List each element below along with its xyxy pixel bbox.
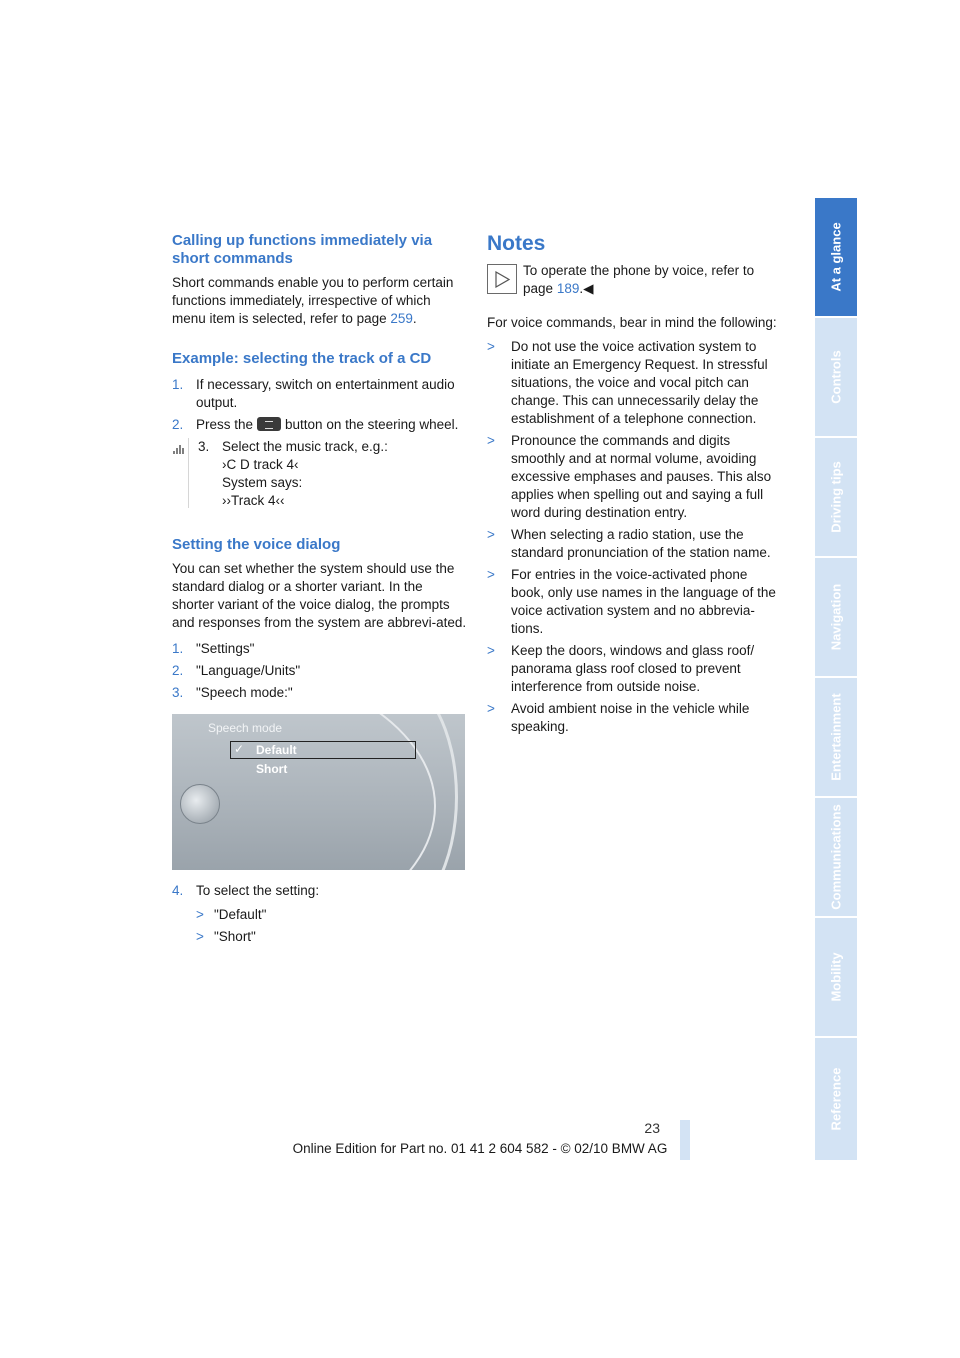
note-icon xyxy=(487,264,517,294)
dialog-step-2: 2. "Language/Units" xyxy=(172,663,301,678)
step-4: 4. To select the setting: xyxy=(172,883,320,898)
voice-button-icon xyxy=(257,417,281,431)
dialog-step-3: 3. "Speech mode:" xyxy=(172,685,293,700)
footer-text: Online Edition for Part no. 01 41 2 604 582 - © 02/10 BMW AG xyxy=(292,1141,668,1156)
page-link-259[interactable]: 259 xyxy=(390,311,413,326)
heading-example-cd: Example: selecting the track of a CD xyxy=(172,350,432,367)
screen-title: Speech mode xyxy=(208,721,283,735)
step-2: 2. Press the button on the steering wheel. xyxy=(172,417,459,432)
tab-mobility[interactable]: Mobility xyxy=(815,918,857,1036)
step-1: 1. If necessary, switch on entertainment audio output. xyxy=(172,377,455,410)
tab-navigation[interactable]: Navigation xyxy=(815,558,857,676)
note-bullet-2: > Pronounce the commands and digits smoothly and at normal volume, avoiding excessive emphases and pauses. This also applies when spelling out and saying a full word during destination entry. xyxy=(487,433,772,520)
left-column xyxy=(172,232,467,946)
tab-driving-tips[interactable]: Driving tips xyxy=(815,438,857,556)
check-icon: ✓ xyxy=(234,742,245,756)
note-bullet-4: > For entries in the voice-activated phone book, only use names in the language of the voice activation system and no abbrevia-tions. xyxy=(487,567,776,636)
chapter-sidebar xyxy=(815,198,857,1160)
option-short[interactable]: Short xyxy=(256,762,288,776)
page-link-189[interactable]: 189 xyxy=(556,281,580,296)
option-default[interactable]: Default xyxy=(256,743,297,757)
heading-notes: Notes xyxy=(487,232,546,255)
tab-controls[interactable]: Controls xyxy=(815,318,857,436)
speech-mode-screen xyxy=(172,714,465,870)
paragraph-voice-dialog: You can set whether the system should use the standard dialog or a shorter variant. In the shorter variant of the voice dialog, the prompts and responses from the system are abbrevi-ated. xyxy=(172,561,467,630)
right-column xyxy=(487,232,782,736)
tab-at-a-glance[interactable]: At a glance xyxy=(815,198,857,316)
command-text: ›C D track 4‹ xyxy=(222,457,299,472)
note-block: To operate the phone by voice, refer to page 189.◀ xyxy=(487,262,782,304)
heading-short-commands: Calling up functions immediately via short commands xyxy=(172,232,433,267)
note-bullet-6: > Avoid ambient noise in the vehicle while speaking. xyxy=(487,701,750,734)
setting-default: > "Default" xyxy=(196,907,267,922)
tab-communications[interactable]: Communications xyxy=(815,798,857,916)
heading-voice-dialog: Setting the voice dialog xyxy=(172,536,341,553)
note-bullet-1: > Do not use the voice activation system to initiate an Emergency Request. In stressful situations, the voice and vocal pitch can change. This can unnecessarily delay the establishment of a telephone connection. xyxy=(487,339,768,426)
system-response: ››Track 4‹‹ xyxy=(222,493,285,508)
voice-command-icon xyxy=(172,442,186,456)
dialog-step-1: 1. "Settings" xyxy=(172,641,255,656)
paragraph-short-commands: Short commands enable you to perform certain functions immediately, irrespective of which menu item is selected, refer to page 259. xyxy=(172,275,454,326)
notes-intro: For voice commands, bear in mind the following: xyxy=(487,315,777,330)
note-bullet-5: > Keep the doors, windows and glass roof/ panorama glass roof closed to prevent interference from outside noise. xyxy=(487,643,755,694)
voice-command-box: 3. Select the music track, e.g.: ›C D track 4‹ System says: ››Track 4‹‹ xyxy=(172,438,467,508)
tab-reference[interactable]: Reference xyxy=(815,1038,857,1160)
page-number: 23 xyxy=(644,1120,660,1136)
note-bullet-3: > When selecting a radio station, use the standard pronunciation of the station name. xyxy=(487,527,771,560)
tab-entertainment[interactable]: Entertainment xyxy=(815,678,857,796)
setting-short: > "Short" xyxy=(196,929,256,944)
controller-knob-icon xyxy=(180,784,220,824)
